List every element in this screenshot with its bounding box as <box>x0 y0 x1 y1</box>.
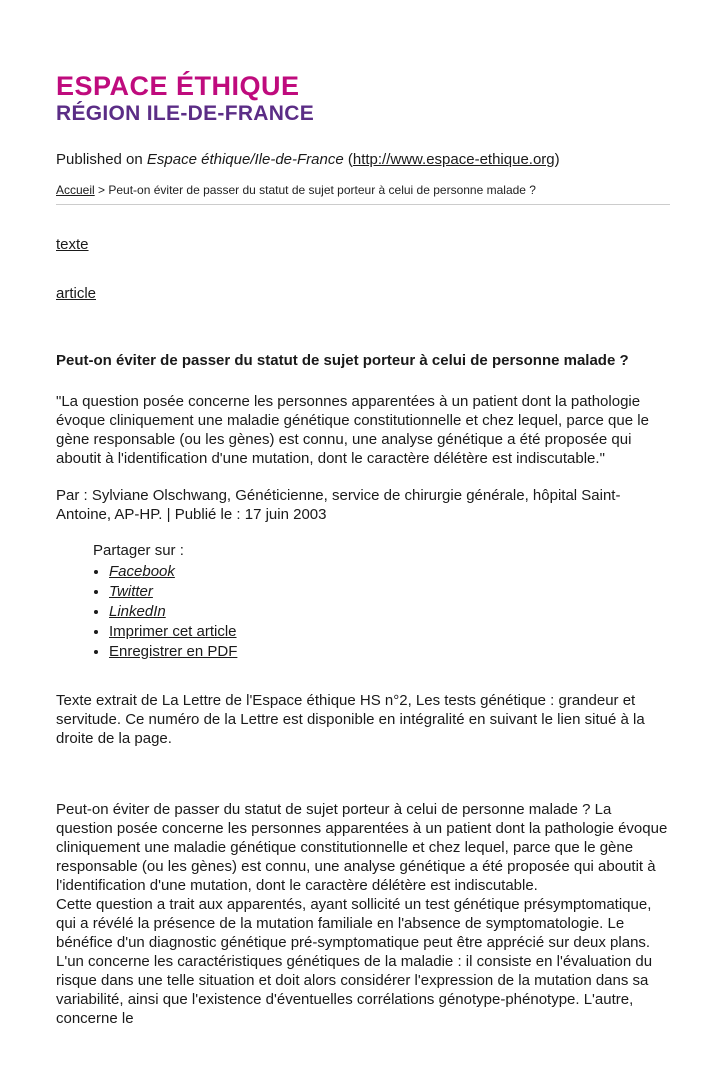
article-link[interactable]: article <box>56 285 97 303</box>
save-pdf-link[interactable]: Enregistrer en PDF <box>109 642 238 660</box>
published-prefix: Published on <box>56 150 147 168</box>
published-line <box>56 150 670 169</box>
share-list <box>93 562 670 661</box>
share-twitter-link[interactable]: Twitter <box>109 582 153 600</box>
breadcrumb <box>56 183 670 198</box>
list-item <box>109 582 670 601</box>
share-block <box>93 541 670 661</box>
logo-line2: RÉGION ILE-DE-FRANCE <box>56 101 314 125</box>
paren-close: ) <box>554 150 560 168</box>
share-label: Partager sur : <box>93 541 184 559</box>
paren-open: ( <box>343 150 353 168</box>
share-facebook-link[interactable]: Facebook <box>109 562 175 580</box>
list-item <box>109 562 670 581</box>
article-quote: "La question posée concerne les personnes apparentées à un patient dont la pathologie évoque cliniquement une maladie génétique constitutionnelle et chez lequel, parce que le gène responsable (ou les gènes) est connu, une analyse génétique a été proposée qui aboutit à l'identification d'une mutation, dont le caractère délétère est indiscutable." <box>56 393 649 468</box>
site-logo <box>56 72 670 126</box>
breadcrumb-current: Peut-on éviter de passer du statut de sujet porteur à celui de personne malade ? <box>108 182 536 197</box>
print-article-link[interactable]: Imprimer cet article <box>109 622 237 640</box>
texte-link[interactable]: texte <box>56 236 89 254</box>
list-item <box>109 642 670 661</box>
breadcrumb-divider <box>56 204 670 205</box>
breadcrumb-home-link[interactable]: Accueil <box>56 182 95 197</box>
share-linkedin-link[interactable]: LinkedIn <box>109 602 166 620</box>
list-item <box>109 622 670 641</box>
site-url-link[interactable]: http://www.espace-ethique.org <box>352 150 555 168</box>
list-item <box>109 602 670 621</box>
logo-line1: ESPACE ÉTHIQUE <box>56 71 300 101</box>
article-body <box>56 800 670 1029</box>
breadcrumb-separator: > <box>94 182 109 197</box>
article-byline: Par : Sylviane Olschwang, Généticienne, service de chirurgie générale, hôpital Saint-Antoine, AP-HP. | Publié le : 17 juin 2003 <box>56 487 621 524</box>
site-name: Espace éthique/Ile-de-France <box>146 150 344 168</box>
page-title: Peut-on éviter de passer du statut de sujet porteur à celui de personne malade ? <box>56 352 629 370</box>
excerpt-note: Texte extrait de La Lettre de l'Espace éthique HS n°2, Les tests génétique : grandeur et servitude. Ce numéro de la Lettre est disponible en intégralité en suivant le lien situé à la droite de la page. <box>56 691 645 747</box>
body-paragraph-2: Cette question a trait aux apparentés, ayant sollicité un test génétique présymptomatique, qui a révélé la présence de la mutation familiale en l'absence de symptomatologie. Le bénéfice d'un diagnostic génétique pré-symptomatique peut être apprécié sur deux plans. L'un concerne les caractéristiques génétiques de la maladie : il consiste en l'évaluation du risque dans une telle situation et doit alors considérer l'expression de la mutation dans sa variabilité, ainsi que l'existence d'éventuelles corrélations génotype-phénotype. L'autre, concerne le <box>56 896 653 1028</box>
body-paragraph-1: Peut-on éviter de passer du statut de sujet porteur à celui de personne malade ? La question posée concerne les personnes apparentées à un patient dont la pathologie évoque cliniquement une maladie génétique constitutionnelle et chez lequel, parce que le gène responsable (ou les gènes) est connu, une analyse génétique a été proposée qui aboutit à l'identification d'une mutation, dont le caractère délétère est indiscutable. <box>56 800 668 895</box>
